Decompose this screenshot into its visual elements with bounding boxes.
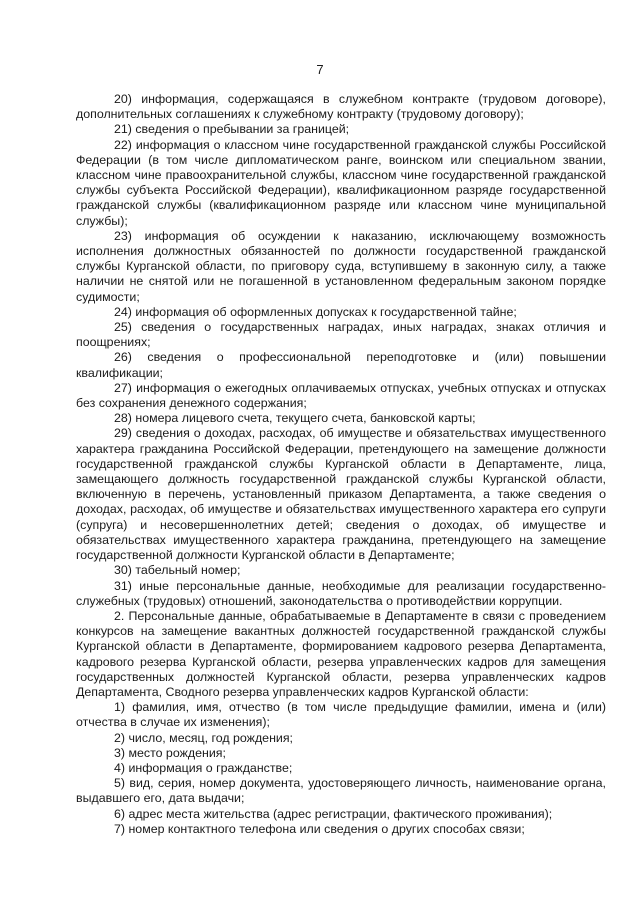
list-item: 25) сведения о государственных наградах, иных наградах, знаках отличия и поощрениях;	[76, 320, 606, 350]
list-item: 3) место рождения;	[114, 745, 226, 760]
list-item: 31) иные персональные данные, необходимые для реализации государственно-служебных (трудовых) отношений, законодательства о противодействии коррупции.	[76, 578, 606, 608]
list-item: 6) адрес места жительства (адрес регистрации, фактического проживания);	[114, 806, 553, 821]
list-item: 2) число, месяц, год рождения;	[114, 730, 293, 745]
list-item: 28) номера лицевого счета, текущего счета, банковской карты;	[114, 411, 476, 426]
document-body	[76, 92, 606, 837]
list-item: 24) информация об оформленных допусках к государственной тайне;	[114, 304, 517, 319]
list-item: 21) сведения о пребывании за границей;	[114, 122, 350, 137]
list-item: 20) информация, содержащаяся в служебном контракте (трудовом договоре), дополнительных соглашениях к служебному контракту (трудовому договору);	[76, 92, 606, 122]
list-item: 29) сведения о доходах, расходах, об имуществе и обязательствах имущественного характера гражданина Российской Федерации, претендующего на замещение должности государственной гражданской службы Курганской области в Департаменте, лица, замещающего должность государственной гражданской службы Курганской области, включенную в перечень, установленный приказом Департамента, а также сведения о доходах, расходах, об имуществе и обязательствах имущественного характера его супруги (супруга) и несовершеннолетних детей; сведения о доходах, об имуществе и обязательствах имущественного характера гражданина, претендующего на замещение государственной должности Курганской области в Департаменте;	[76, 426, 606, 563]
list-item: 27) информация о ежегодных оплачиваемых отпусках, учебных отпусках и отпусках без сохранения денежного содержания;	[76, 380, 606, 411]
list-item: 7) номер контактного телефона или сведения о других способах связи;	[114, 821, 525, 836]
list-item: 5) вид, серия, номер документа, удостоверяющего личность, наименование органа, выдавшего его, дата выдачи;	[76, 776, 606, 806]
list-item: 22) информация о классном чине государственной гражданской службы Российской Федерации (в том числе дипломатическом ранге, воинском или специальном звании, классном чине правоохранительной службы, классном чине государственной гражданской службы субъекта Российской Федерации), квалификационном разряде государственной гражданской службы (квалификационном разряде или классном чине муниципальной службы);	[76, 137, 606, 228]
list-item: 26) сведения о профессиональной переподготовке и (или) повышении квалификации;	[76, 350, 606, 380]
list-item: 23) информация об осуждении к наказанию, исключающему возможность исполнения должностных обязанностей по должности государственной гражданской службы Курганской области, по приговору суда, вступившему в законную силу, а также наличии не снятой или не погашенной в установленном федеральным законом порядке судимости;	[76, 228, 606, 304]
list-item: 30) табельный номер;	[114, 563, 241, 578]
list-item: 1) фамилия, имя, отчество (в том числе предыдущие фамилии, имена и (или) отчества в случае их изменения);	[76, 700, 606, 730]
list-item: 4) информация о гражданстве;	[114, 760, 293, 775]
section-paragraph: 2. Персональные данные, обрабатываемые в Департаменте в связи с проведением конкурсов на замещение вакантных должностей государственной гражданской службы Курганской области в Департаменте, формированием кадрового резерва Департамента, кадрового резерва Курганской области, резерва управленческих кадров для замещения государственных должностей Курганской области, резерва управленческих кадров Департамента, Сводного резерва управленческих кадров Курганской области:	[76, 608, 606, 699]
page-number: 7	[316, 62, 324, 77]
